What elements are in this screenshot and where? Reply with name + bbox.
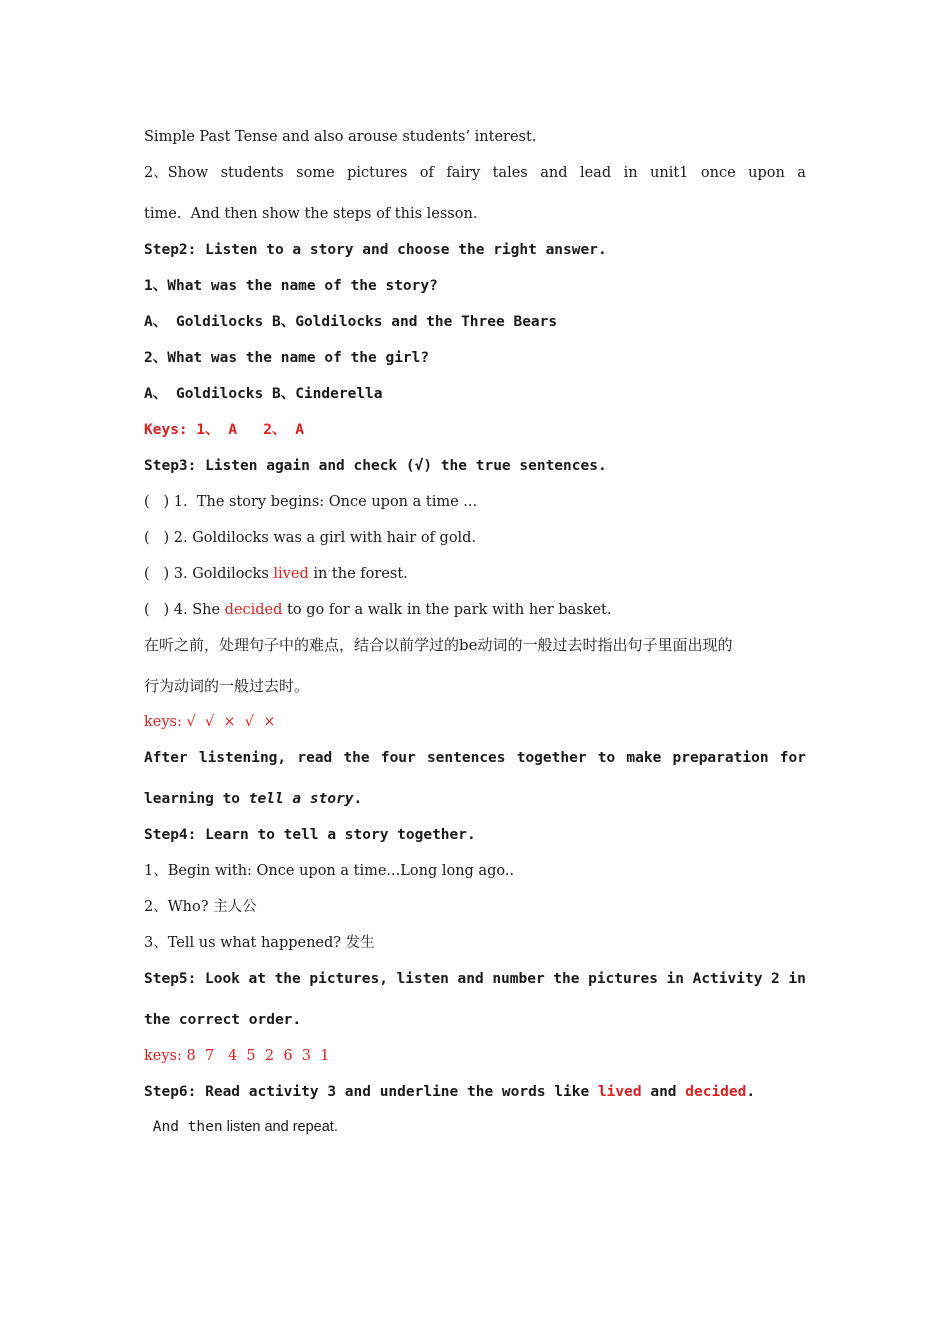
step4-heading: Step4: Learn to tell a story together. <box>144 827 476 843</box>
word: pictures <box>347 165 408 181</box>
step6-start: Step6: Read activity 3 and underline the words like <box>144 1084 598 1100</box>
word: a <box>797 165 806 181</box>
word: read <box>297 750 333 766</box>
word: the <box>553 971 580 987</box>
word: at <box>248 971 266 987</box>
word: After <box>144 750 188 766</box>
text-line-justified <box>144 163 806 183</box>
tell-a-story-italic: tell a story <box>248 791 354 807</box>
step5-continued: the correct order. <box>144 1012 302 1028</box>
word: Look <box>204 971 240 987</box>
after-listening-line <box>144 748 806 768</box>
word: Activity <box>692 971 763 987</box>
text-line: time. And then show the steps of this lesson. <box>144 206 478 222</box>
word: in <box>623 165 638 181</box>
word: upon <box>748 165 785 181</box>
sentence-4-end: to go for a walk in the park with her basket. <box>282 602 612 618</box>
word: in <box>788 971 806 987</box>
step6-period: . <box>746 1084 756 1100</box>
word: of <box>419 165 434 181</box>
highlight-lived: lived <box>273 566 309 582</box>
word: the <box>343 750 370 766</box>
word: for <box>779 750 806 766</box>
word: and <box>457 971 484 987</box>
chinese-note-1: 在听之前，处理句子中的难点，结合以前学过的be动词的一般过去时指出句子里面出现的 <box>144 636 733 654</box>
tip-3: 3、Tell us what happened? 发生 <box>144 935 375 951</box>
sentence-4-start: ( ) 4. She <box>144 602 225 618</box>
keys-answers-1: Keys: 1、 A 2、 A <box>144 422 304 438</box>
question-1-options: A、 Goldilocks B、Goldilocks and the Three Bears <box>144 314 558 330</box>
tip-1: 1、Begin with: Once upon a time...Long long ago.. <box>144 863 515 879</box>
word: to <box>597 750 616 766</box>
word: pictures, <box>309 971 388 987</box>
sentence-4 <box>144 600 611 620</box>
word: pictures <box>588 971 658 987</box>
word: the <box>274 971 301 987</box>
step6-decided: decided <box>685 1084 747 1100</box>
keys-answers-2: keys: √ √ × √ × <box>144 714 276 730</box>
word: students <box>220 165 284 181</box>
word: and <box>540 165 568 181</box>
word: sentences <box>426 750 506 766</box>
final-start: And then <box>144 1119 223 1135</box>
word: listen <box>396 971 449 987</box>
step6-and: and <box>641 1084 686 1100</box>
word: unit1 <box>650 165 689 181</box>
sentence-2: ( ) 2. Goldilocks was a girl with hair of gold. <box>144 530 477 546</box>
step6-heading <box>144 1082 755 1102</box>
learning-start: learning to <box>144 791 249 807</box>
step3-heading: Step3: Listen again and check (√) the true sentences. <box>144 458 607 474</box>
question-1: 1、What was the name of the story? <box>144 278 438 294</box>
sentence-3-end: in the forest. <box>308 566 408 582</box>
sentence-1: ( ) 1. The story begins: Once upon a time ... <box>144 494 478 510</box>
word: preparation <box>672 750 769 766</box>
chinese-note-2: 行为动词的一般过去时。 <box>144 677 310 695</box>
text-line: Simple Past Tense and also arouse students’ interest. <box>144 129 537 145</box>
word: listening, <box>198 750 287 766</box>
step2-heading: Step2: Listen to a story and choose the right answer. <box>144 242 607 258</box>
word: fairy <box>446 165 481 181</box>
word: make <box>626 750 662 766</box>
sentence-3-start: ( ) 3. Goldilocks <box>144 566 274 582</box>
final-end: listen and repeat. <box>222 1119 338 1135</box>
learning-line <box>144 789 362 809</box>
step6-lived: lived <box>597 1084 642 1100</box>
sentence-3 <box>144 564 408 584</box>
word: four <box>380 750 416 766</box>
word: some <box>296 165 335 181</box>
final-line <box>144 1117 338 1137</box>
word: 2 <box>771 971 780 987</box>
highlight-decided: decided <box>224 602 283 618</box>
question-2: 2、What was the name of the girl? <box>144 350 430 366</box>
word: Step5: <box>144 971 197 987</box>
word: in <box>666 971 684 987</box>
word: lead <box>579 165 612 181</box>
word: tales <box>492 165 528 181</box>
question-2-options: A、 Goldilocks B、Cinderella <box>144 386 383 402</box>
tip-2: 2、Who? 主人公 <box>144 899 257 915</box>
word: number <box>492 971 545 987</box>
word: together <box>516 750 587 766</box>
keys-answers-3: keys: 8 7 4 5 2 6 3 1 <box>144 1048 330 1064</box>
word: 2、Show <box>144 165 209 181</box>
word: once <box>700 165 736 181</box>
learning-end: . <box>353 791 363 807</box>
step5-heading <box>144 969 806 989</box>
